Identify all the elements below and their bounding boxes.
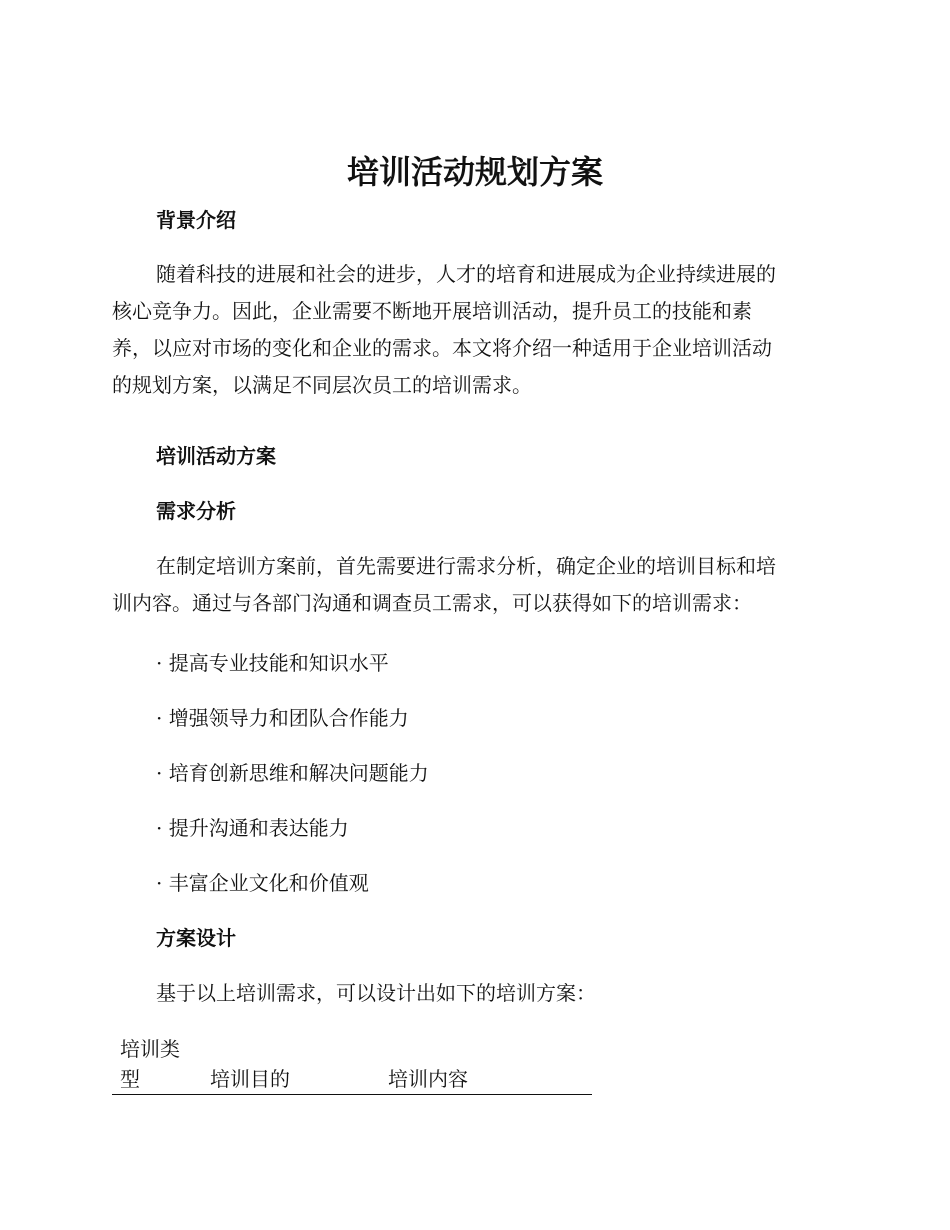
paragraph-line: 随着科技的进展和社会的进步，人才的培育和进展成为企业持续进展的 xyxy=(156,262,776,286)
table-header-content: 培训内容 xyxy=(388,1067,468,1091)
bullet-item: · 提高专业技能和知识水平 xyxy=(156,651,389,675)
table-header-goal: 培训目的 xyxy=(210,1067,290,1091)
paragraph-needs xyxy=(112,548,832,622)
paragraph-line: 的规划方案，以满足不同层次员工的培训需求。 xyxy=(112,373,532,397)
bullet-item: · 提升沟通和表达能力 xyxy=(156,816,349,840)
section-heading-background: 背景介绍 xyxy=(156,208,236,232)
paragraph-design-intro: 基于以上培训需求，可以设计出如下的培训方案： xyxy=(156,981,596,1005)
plan-table-header xyxy=(112,1034,592,1095)
paragraph-line: 训内容。通过与各部门沟通和调查员工需求，可以获得如下的培训需求： xyxy=(112,591,752,615)
section-heading-needs: 需求分析 xyxy=(156,499,236,523)
section-heading-plan: 培训活动方案 xyxy=(156,444,276,468)
table-header-type: 培训类型 xyxy=(120,1037,180,1091)
bullet-item: · 培育创新思维和解决问题能力 xyxy=(156,761,429,785)
bullet-item: · 增强领导力和团队合作能力 xyxy=(156,706,409,730)
document-title: 培训活动规划方案 xyxy=(346,153,603,191)
paragraph-background xyxy=(112,256,832,404)
section-heading-design: 方案设计 xyxy=(156,926,236,950)
bullet-item: · 丰富企业文化和价值观 xyxy=(156,871,369,895)
paragraph-line: 核心竞争力。因此，企业需要不断地开展培训活动，提升员工的技能和素 xyxy=(112,299,752,323)
paragraph-line: 在制定培训方案前，首先需要进行需求分析，确定企业的培训目标和培 xyxy=(156,554,776,578)
paragraph-line: 养，以应对市场的变化和企业的需求。本文将介绍一种适用于企业培训活动 xyxy=(112,336,772,360)
